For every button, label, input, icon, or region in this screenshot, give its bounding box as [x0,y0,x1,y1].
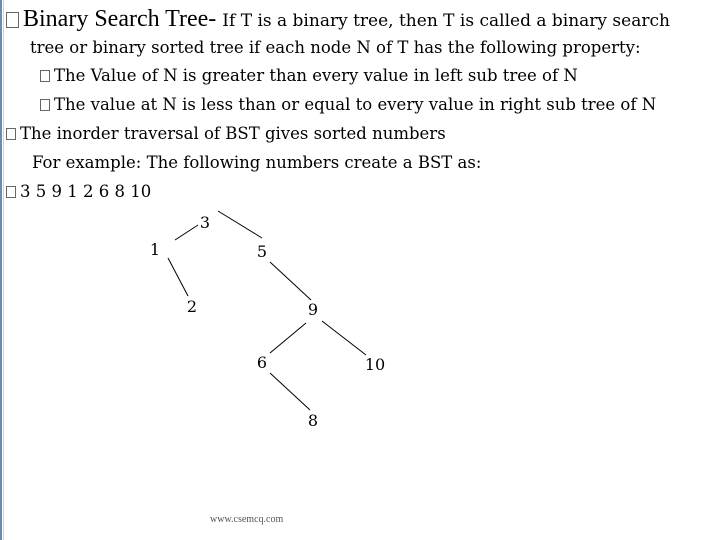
tree-node-6: 6 [256,353,268,372]
tree-edge-n3-n1 [175,225,198,240]
tree-edges [168,211,366,410]
number-sequence: 3 5 9 1 2 6 8 10 [20,182,152,201]
tree-edge-n5-n9 [270,262,311,300]
tree-edge-n9-n6 [270,323,306,353]
tree-node-2: 2 [186,297,198,316]
example-intro: For example: The following numbers create a BST as: [32,153,482,172]
tree-node-3: 3 [199,213,211,232]
definition-text: If T is a binary tree, then T is called a binary search [222,11,670,31]
tree-edge-n9-n10 [322,321,366,355]
property-right: The value at N is less than or equal to every value in right sub tree of N [54,95,657,114]
tree-edge-n3-n5 [218,211,262,238]
tree-node-1: 1 [149,240,161,259]
tree-nodes [150,213,385,430]
tree-node-5: 5 [256,242,268,261]
inorder-note: The inorder traversal of BST gives sorted numbers [20,124,446,143]
property-left: The Value of N is greater than every value in left sub tree of N [54,66,578,85]
tree-node-9: 9 [307,300,319,319]
footer-url: www.csemcq.com [210,514,284,525]
tree-edge-n1-n2 [168,258,188,296]
tree-node-10: 10 [364,355,386,374]
definition-continuation: tree or binary sorted tree if each node N of T has the following property: [30,38,641,57]
slide-title: Binary Search Tree- [23,6,217,32]
tree-node-8: 8 [307,411,319,430]
tree-edge-n6-n8 [270,373,310,410]
